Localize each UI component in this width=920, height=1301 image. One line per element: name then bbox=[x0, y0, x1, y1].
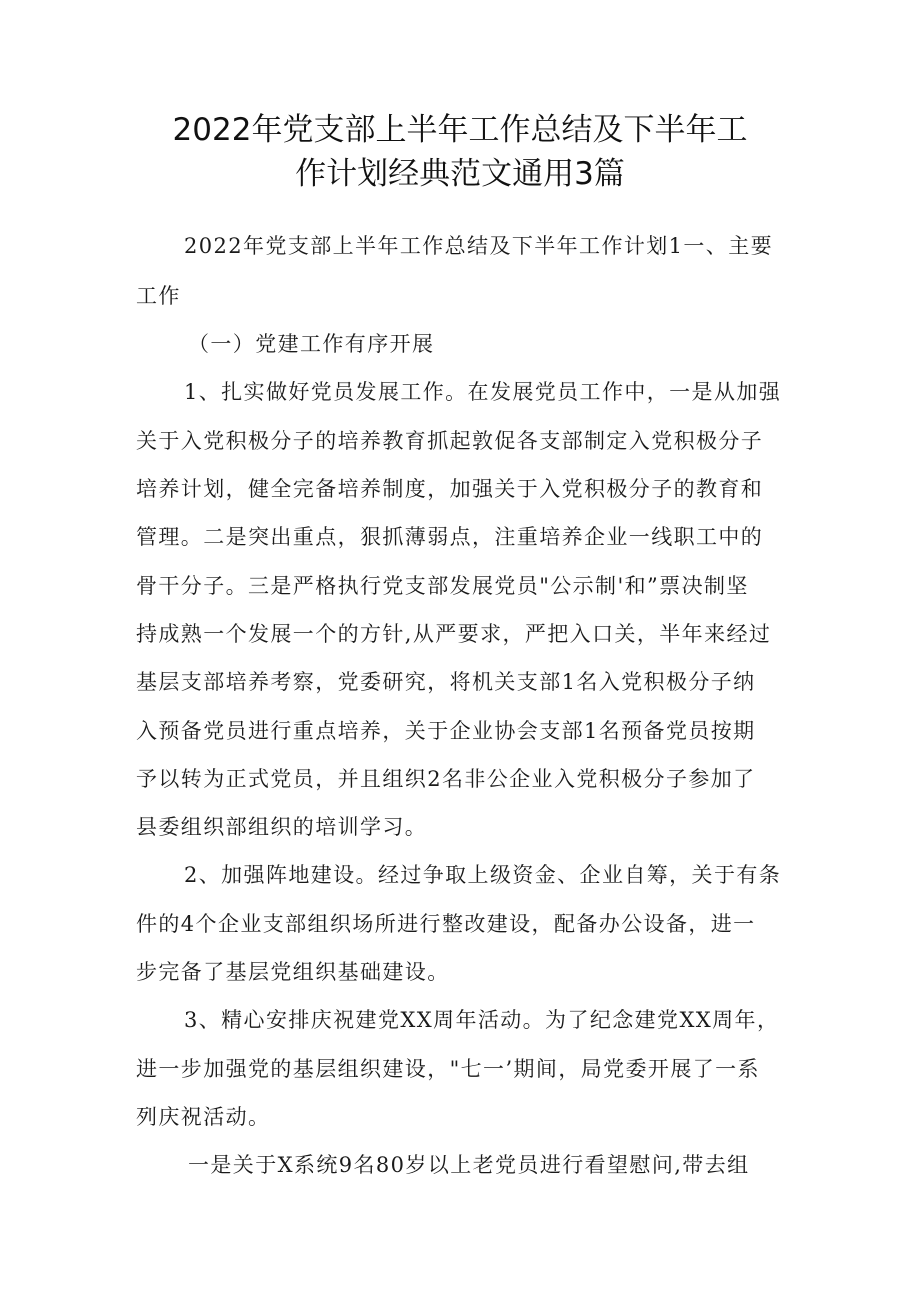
body-line-16: 步完备了基层党组织基础建设。 bbox=[136, 960, 450, 984]
body-line-5: 关于入党积极分子的培养教育抓起敦促各支部制定入党积极分子 bbox=[136, 429, 764, 453]
body-line-4: 1、扎实做好党员发展工作。在发展党员工作中，一是从加强 bbox=[184, 380, 782, 404]
body-line-10: 基层支部培养考察，党委研究，将机关支部1名入党积极分子纳 bbox=[136, 670, 756, 694]
document-title-line-1: 2022年党支部上半年工作总结及下半年工 bbox=[172, 112, 748, 148]
body-line-12: 予以转为正式党员，并且组织2名非公企业入党积极分子参加了 bbox=[136, 767, 756, 791]
body-line-19: 列庆祝活动。 bbox=[136, 1105, 271, 1129]
body-line-17: 3、精心安排庆祝建党XX周年活动。为了纪念建党XX周年， bbox=[184, 1008, 780, 1032]
body-line-15: 件的4个企业支部组织场所进行整改建设，配备办公设备，进一 bbox=[136, 912, 756, 936]
body-line-13: 县委组织部组织的培训学习。 bbox=[136, 815, 428, 839]
body-line-8: 骨干分子。三是严格执行党支部发展党员"公示制'和”票决制坚 bbox=[136, 574, 749, 598]
body-line-6: 培养计划，健全完备培养制度，加强关于入党积极分子的教育和 bbox=[136, 477, 764, 501]
document-title-line-2: 作计划经典范文通用3篇 bbox=[295, 156, 625, 192]
body-line-9: 持成熟一个发展一个的方针,从严要求，严把入口关，半年来经过 bbox=[136, 622, 772, 646]
body-line-2: 工作 bbox=[136, 284, 181, 308]
body-line-20: 一是关于X系统9名80岁以上老党员进行看望慰问,带去组 bbox=[188, 1153, 750, 1177]
body-line-11: 入预备党员进行重点培养，关于企业协会支部1名预备党员按期 bbox=[136, 719, 756, 743]
body-line-14: 2、加强阵地建设。经过争取上级资金、企业自筹，关于有条 bbox=[184, 863, 782, 887]
body-line-7: 管理。二是突出重点，狠抓薄弱点，注重培养企业一线职工中的 bbox=[136, 525, 764, 549]
body-line-1: 2022年党支部上半年工作总结及下半年工作计划1一、主要 bbox=[184, 234, 774, 258]
body-line-18: 进一步加强党的基层组织建设，"七一’期间，局党委开展了一系 bbox=[136, 1057, 760, 1081]
section-heading: （一）党建工作有序开展 bbox=[188, 332, 435, 356]
